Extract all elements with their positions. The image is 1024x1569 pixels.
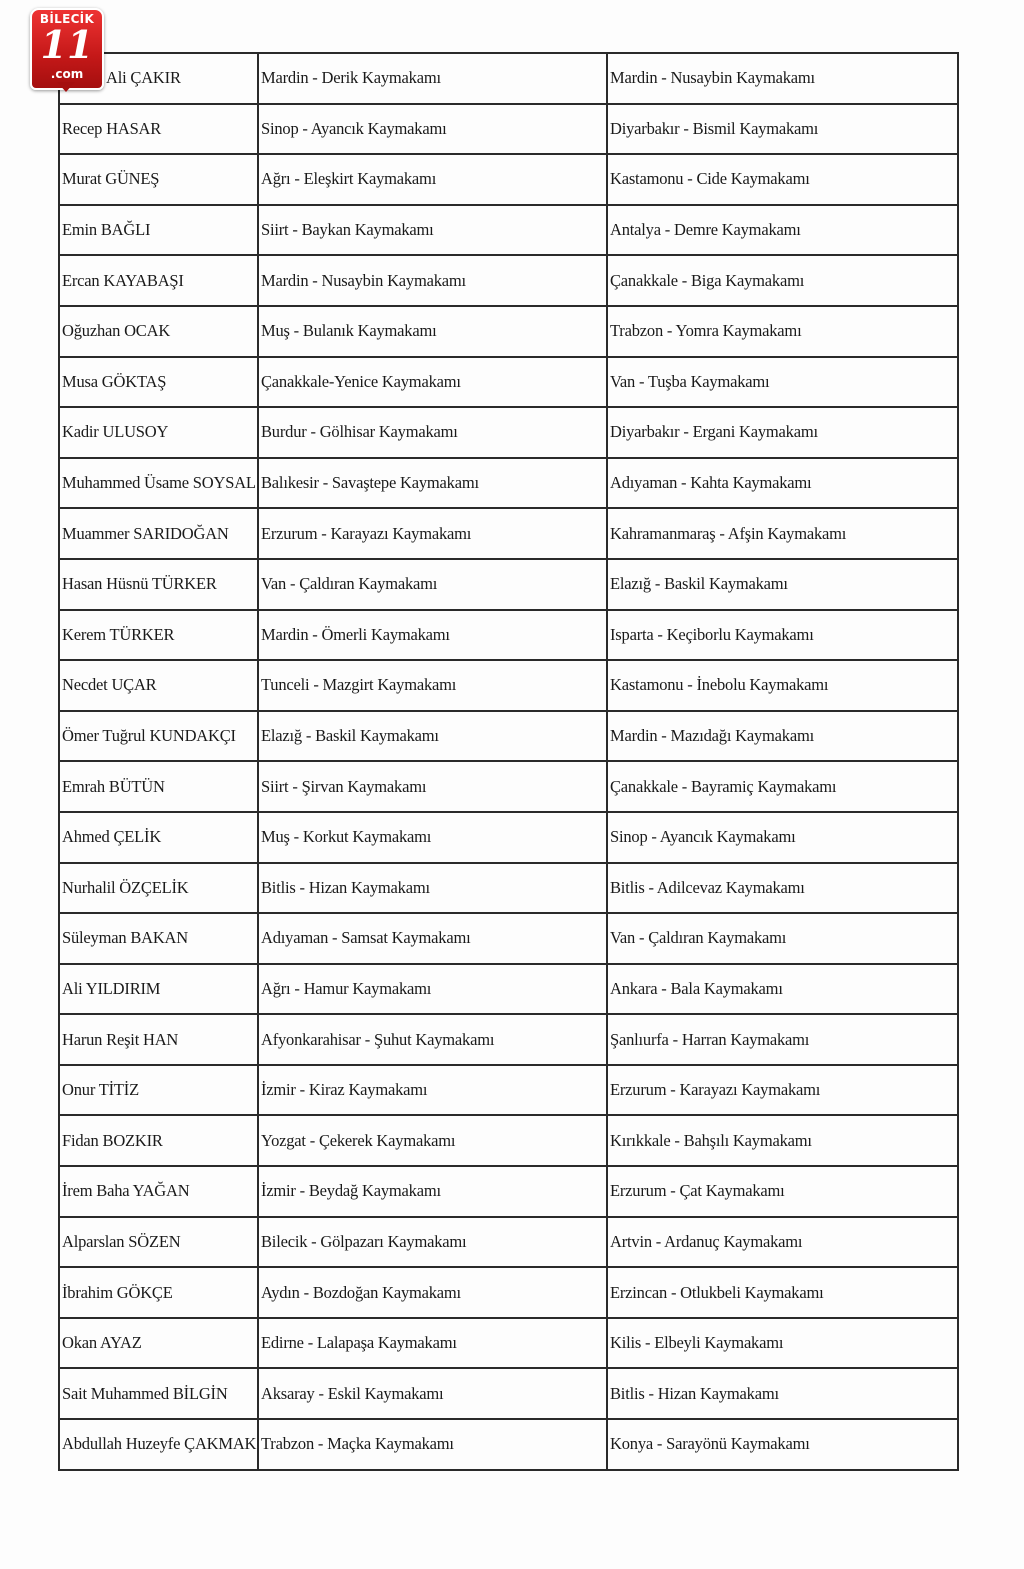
previous-post-cell: İzmir - Kiraz Kaymakamı [258,1065,607,1116]
new-post-cell: Erzurum - Karayazı Kaymakamı [607,1065,958,1116]
previous-post-cell: Mardin - Ömerli Kaymakamı [258,610,607,661]
new-post-cell: Elazığ - Baskil Kaymakamı [607,559,958,610]
new-post-cell: Kahramanmaraş - Afşin Kaymakamı [607,508,958,559]
table-row [59,559,958,610]
official-name-cell: Ömer Tuğrul KUNDAKÇI [59,711,258,762]
previous-post-cell: Afyonkarahisar - Şuhut Kaymakamı [258,1014,607,1065]
table-row [59,104,958,155]
table-row [59,255,958,306]
official-name-cell: Muammer SARIDOĞAN [59,508,258,559]
official-name-cell: Hasan Hüsnü TÜRKER [59,559,258,610]
official-name-cell: Kadir ULUSOY [59,407,258,458]
previous-post-cell: Aydın - Bozdoğan Kaymakamı [258,1267,607,1318]
new-post-cell: Trabzon - Yomra Kaymakamı [607,306,958,357]
previous-post-cell: Muş - Korkut Kaymakamı [258,812,607,863]
table-row [59,1318,958,1369]
new-post-cell: Mardin - Nusaybin Kaymakamı [607,53,958,104]
official-name-cell: Sait Muhammed BİLGİN [59,1368,258,1419]
appointment-table [58,52,959,1471]
official-name-cell: Kerem TÜRKER [59,610,258,661]
previous-post-cell: Elazığ - Baskil Kaymakamı [258,711,607,762]
table-row [59,761,958,812]
table-row [59,711,958,762]
previous-post-cell: Bilecik - Gölpazarı Kaymakamı [258,1217,607,1268]
previous-post-cell: Ağrı - Hamur Kaymakamı [258,964,607,1015]
official-name-cell: Ahmed ÇELİK [59,812,258,863]
table-row [59,913,958,964]
previous-post-cell: Tunceli - Mazgirt Kaymakamı [258,660,607,711]
previous-post-cell: Edirne - Lalapaşa Kaymakamı [258,1318,607,1369]
previous-post-cell: Sinop - Ayancık Kaymakamı [258,104,607,155]
official-name-cell: Okan AYAZ [59,1318,258,1369]
previous-post-cell: İzmir - Beydağ Kaymakamı [258,1166,607,1217]
official-name-cell: İbrahim GÖKÇE [59,1267,258,1318]
table-row [59,458,958,509]
official-name-cell: Fidan BOZKIR [59,1115,258,1166]
previous-post-cell: Siirt - Baykan Kaymakamı [258,205,607,256]
previous-post-cell: Burdur - Gölhisar Kaymakamı [258,407,607,458]
table-row [59,205,958,256]
previous-post-cell: Ağrı - Eleşkirt Kaymakamı [258,154,607,205]
official-name-cell: Recep HASAR [59,104,258,155]
official-name-cell: Ali ÇAKIR [59,53,258,104]
previous-post-cell: Siirt - Şirvan Kaymakamı [258,761,607,812]
table-row [59,407,958,458]
official-name-cell: Nurhalil ÖZÇELİK [59,863,258,914]
table-row [59,1368,958,1419]
new-post-cell: Konya - Sarayönü Kaymakamı [607,1419,958,1470]
table-row [59,306,958,357]
table-row [59,1419,958,1470]
table-row [59,1014,958,1065]
table-row [59,1166,958,1217]
new-post-cell: Diyarbakır - Ergani Kaymakamı [607,407,958,458]
new-post-cell: Bitlis - Adilcevaz Kaymakamı [607,863,958,914]
official-name-cell: Alparslan SÖZEN [59,1217,258,1268]
previous-post-cell: Bitlis - Hizan Kaymakamı [258,863,607,914]
official-name-cell: Oğuzhan OCAK [59,306,258,357]
previous-post-cell: Mardin - Derik Kaymakamı [258,53,607,104]
table-row [59,863,958,914]
previous-post-cell: Adıyaman - Samsat Kaymakamı [258,913,607,964]
official-name-cell: Harun Reşit HAN [59,1014,258,1065]
logo-text-top: BİLECİK [39,12,95,26]
logo-suffix: .com [50,67,84,81]
table-row [59,357,958,408]
new-post-cell: Diyarbakır - Bismil Kaymakamı [607,104,958,155]
table-row [59,508,958,559]
bilecik11-logo [30,8,100,94]
new-post-cell: Çanakkale - Biga Kaymakamı [607,255,958,306]
table-row [59,964,958,1015]
previous-post-cell: Balıkesir - Savaştepe Kaymakamı [258,458,607,509]
previous-post-cell: Aksaray - Eskil Kaymakamı [258,1368,607,1419]
new-post-cell: Erzincan - Otlukbeli Kaymakamı [607,1267,958,1318]
new-post-cell: Şanlıurfa - Harran Kaymakamı [607,1014,958,1065]
previous-post-cell: Van - Çaldıran Kaymakamı [258,559,607,610]
new-post-cell: Sinop - Ayancık Kaymakamı [607,812,958,863]
table-row [59,1065,958,1116]
new-post-cell: Artvin - Ardanuç Kaymakamı [607,1217,958,1268]
new-post-cell: Kastamonu - İnebolu Kaymakamı [607,660,958,711]
new-post-cell: Van - Çaldıran Kaymakamı [607,913,958,964]
previous-post-cell: Erzurum - Karayazı Kaymakamı [258,508,607,559]
official-name-cell: Emrah BÜTÜN [59,761,258,812]
official-name-cell: Musa GÖKTAŞ [59,357,258,408]
new-post-cell: Çanakkale - Bayramiç Kaymakamı [607,761,958,812]
official-name-cell: Emin BAĞLI [59,205,258,256]
official-name-cell: Ali YILDIRIM [59,964,258,1015]
logo-pointer [57,82,75,92]
official-name-cell: Süleyman BAKAN [59,913,258,964]
official-name-cell: Onur TİTİZ [59,1065,258,1116]
previous-post-cell: Çanakkale-Yenice Kaymakamı [258,357,607,408]
new-post-cell: Adıyaman - Kahta Kaymakamı [607,458,958,509]
table-row [59,610,958,661]
official-name-cell: Muhammed Üsame SOYSAL [59,458,258,509]
logo-number: 11 [40,22,94,67]
official-name-cell: Necdet UÇAR [59,660,258,711]
table-row [59,660,958,711]
official-name-cell: İrem Baha YAĞAN [59,1166,258,1217]
new-post-cell: Antalya - Demre Kaymakamı [607,205,958,256]
new-post-cell: Bitlis - Hizan Kaymakamı [607,1368,958,1419]
official-name-cell: Murat GÜNEŞ [59,154,258,205]
official-name-cell: Ercan KAYABAŞI [59,255,258,306]
new-post-cell: Mardin - Mazıdağı Kaymakamı [607,711,958,762]
new-post-cell: Kastamonu - Cide Kaymakamı [607,154,958,205]
table-row [59,1217,958,1268]
table-row [59,154,958,205]
previous-post-cell: Trabzon - Maçka Kaymakamı [258,1419,607,1470]
table-row [59,53,958,104]
new-post-cell: Ankara - Bala Kaymakamı [607,964,958,1015]
official-name-cell: Abdullah Huzeyfe ÇAKMAK [59,1419,258,1470]
table-row [59,1267,958,1318]
previous-post-cell: Yozgat - Çekerek Kaymakamı [258,1115,607,1166]
table-row [59,812,958,863]
new-post-cell: Kilis - Elbeyli Kaymakamı [607,1318,958,1369]
previous-post-cell: Mardin - Nusaybin Kaymakamı [258,255,607,306]
new-post-cell: Kırıkkale - Bahşılı Kaymakamı [607,1115,958,1166]
previous-post-cell: Muş - Bulanık Kaymakamı [258,306,607,357]
table-row [59,1115,958,1166]
appointment-table-body [59,53,958,1470]
new-post-cell: Van - Tuşba Kaymakamı [607,357,958,408]
new-post-cell: Isparta - Keçiborlu Kaymakamı [607,610,958,661]
new-post-cell: Erzurum - Çat Kaymakamı [607,1166,958,1217]
